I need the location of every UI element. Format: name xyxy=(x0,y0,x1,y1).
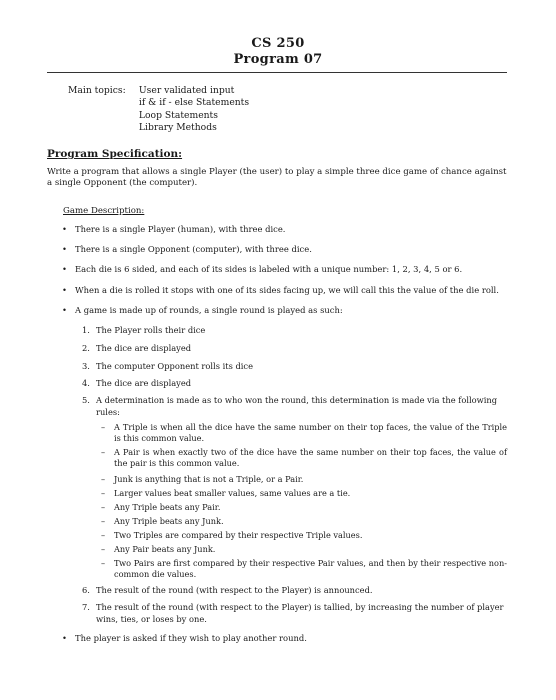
topic-item: if & if - else Statements xyxy=(138,97,250,109)
rule-dash: – xyxy=(101,558,106,568)
game-description-heading: Game Description: xyxy=(63,206,145,216)
step-text: The result of the round (with respect to the Player) is tallied, by increasing the number of player wins, ties, or loses by one. xyxy=(96,602,504,624)
course-title: CS 250 xyxy=(251,36,305,51)
bullet-text: The player is asked if they wish to play another round. xyxy=(75,633,307,643)
bullet-dot: • xyxy=(62,305,67,315)
header-rule xyxy=(47,72,507,73)
rule-text: Larger values beat smaller values, same values are a tie. xyxy=(114,488,351,498)
rule-dash: – xyxy=(101,544,106,554)
document-header xyxy=(0,36,556,68)
rule-dash: – xyxy=(101,530,106,540)
topic-item: Library Methods xyxy=(138,122,217,134)
step-number: 6. xyxy=(82,585,90,595)
step-number: 7. xyxy=(82,602,90,612)
bullet-dot: • xyxy=(62,285,67,295)
bullet-text: When a die is rolled it stops with one of its sides facing up, we will call this the value of the die roll. xyxy=(75,285,499,295)
rule-dash: – xyxy=(101,502,106,512)
rule-text: Two Pairs are first compared by their respective Pair values, and then by their respective non-common die values. xyxy=(114,558,507,580)
topics-label: Main topics: xyxy=(68,85,126,96)
step-number: 5. xyxy=(82,395,90,405)
topic-item: User validated input xyxy=(138,85,235,96)
step-text: The dice are displayed xyxy=(96,343,192,353)
spec-paragraph: Write a program that allows a single Player (the user) to play a simple three dice game of chance against a single Opponent (the computer). xyxy=(47,167,507,189)
main-topics xyxy=(68,85,249,135)
rule-dash: – xyxy=(101,516,106,526)
bullet-dot: • xyxy=(62,633,67,643)
topic-item: Loop Statements xyxy=(138,109,218,121)
step-text: A determination is made as to who won the round, this determination is made via the following rules: xyxy=(96,395,498,417)
rule-dash: – xyxy=(101,474,106,484)
step-number: 2. xyxy=(82,343,90,353)
step-text: The computer Opponent rolls its dice xyxy=(96,361,253,371)
rule-dash: – xyxy=(101,422,106,432)
step-number: 1. xyxy=(82,325,90,335)
rule-text: Any Pair beats any Junk. xyxy=(114,544,216,554)
rule-text: Two Triples are compared by their respective Triple values. xyxy=(114,530,363,540)
rule-text: Any Triple beats any Pair. xyxy=(114,502,221,512)
step-text: The dice are displayed xyxy=(96,378,192,388)
bullet-text: There is a single Player (human), with three dice. xyxy=(75,224,286,234)
program-title: Program 07 xyxy=(233,52,323,67)
bullet-text: A game is made up of rounds, a single round is played as such: xyxy=(75,305,343,315)
bullet-dot: • xyxy=(62,244,67,254)
bullet-dot: • xyxy=(62,224,67,234)
rule-text: A Triple is when all the dice have the same number on their top faces, the value of the Triple is this common value. xyxy=(114,422,507,444)
rule-dash: – xyxy=(101,447,106,457)
step-text: The Player rolls their dice xyxy=(96,325,206,335)
step-number: 4. xyxy=(82,378,90,388)
rule-text: Any Triple beats any Junk. xyxy=(114,516,224,526)
step-number: 3. xyxy=(82,361,90,371)
bullet-text: Each die is 6 sided, and each of its sides is labeled with a unique number: 1, 2, 3, 4, 5 or 6. xyxy=(75,264,463,274)
rule-text: A Pair is when exactly two of the dice have the same number on their top faces, the value of the pair is this common value. xyxy=(114,447,507,469)
spec-heading: Program Specification: xyxy=(47,148,183,160)
bullet-text: There is a single Opponent (computer), with three dice. xyxy=(75,244,312,254)
topics-list xyxy=(139,85,249,135)
bullet-dot: • xyxy=(62,264,67,274)
rule-text: Junk is anything that is not a Triple, or a Pair. xyxy=(114,474,304,484)
rule-dash: – xyxy=(101,488,106,498)
step-text: The result of the round (with respect to the Player) is announced. xyxy=(96,585,373,595)
